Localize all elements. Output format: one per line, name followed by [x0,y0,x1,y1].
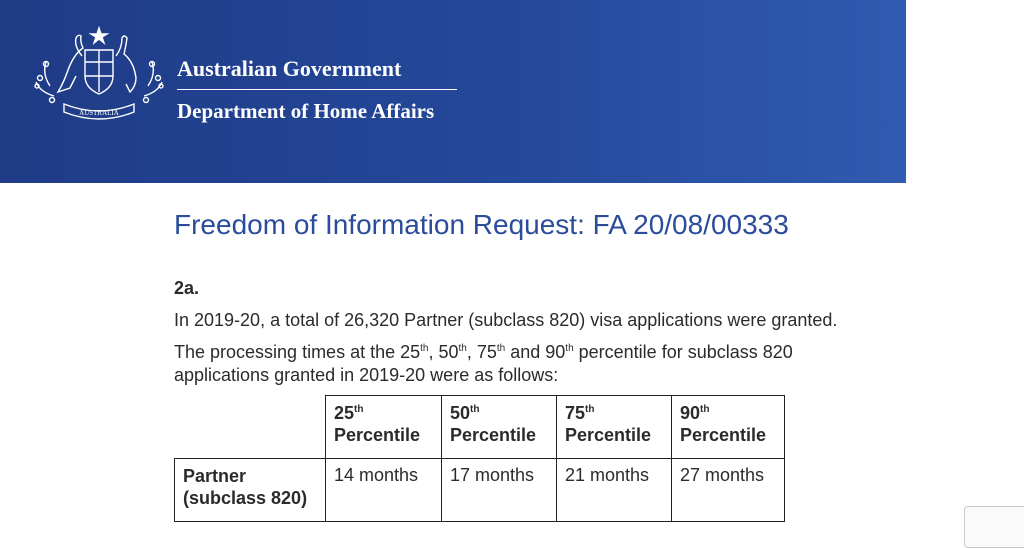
cell-75th: 21 months [557,459,672,522]
column-header-75th: 75th Percentile [557,396,672,459]
cell-25th: 14 months [326,459,442,522]
cell-50th: 17 months [442,459,557,522]
crest-motto: AUSTRALIA [79,109,119,117]
column-header-25th: 25th Percentile [326,396,442,459]
column-header-90th: 90th Percentile [672,396,785,459]
row-header-partner: Partner (subclass 820) [175,459,326,522]
column-header-50th: 50th Percentile [442,396,557,459]
corner-widget[interactable] [964,506,1024,548]
table-corner-cell [175,396,326,459]
department-name: Department of Home Affairs [177,99,435,123]
header-banner [0,0,906,183]
cell-90th: 27 months [672,459,785,522]
processing-times-table [174,395,785,522]
paragraph-processing-times-line2: applications granted in 2019-20 were as follows: [174,365,559,385]
government-name: Australian Government [177,56,402,81]
coat-of-arms-icon [30,26,168,126]
paragraph-granted-total: In 2019-20, a total of 26,320 Partner (subclass 820) visa applications were granted. [174,310,838,330]
section-label: 2a. [174,278,200,298]
table-row [175,459,785,522]
table-header-row [175,396,785,459]
paragraph-processing-times: The processing times at the 25th, 50th, 75th and 90th percentile for subclass 820 [174,342,793,362]
header-divider [177,89,457,90]
document-title: Freedom of Information Request: FA 20/08/00333 [174,209,789,240]
